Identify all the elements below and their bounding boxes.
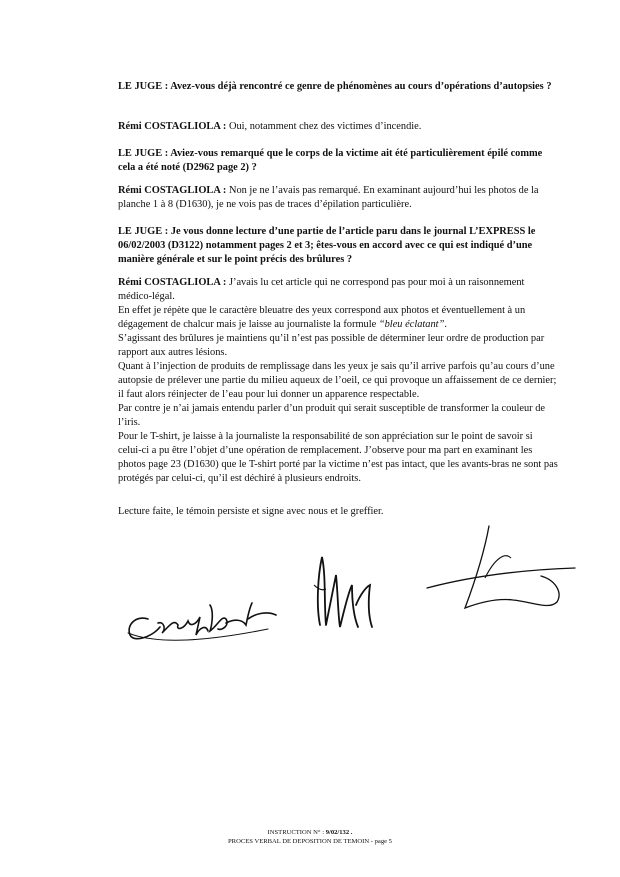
witness-signature	[118, 585, 298, 645]
answer-text: Oui, notamment chez des victimes d’incendie.	[226, 121, 422, 132]
answer-paragraph: Quant à l’injection de produits de remplissage dans les yeux je sais qu’il arrive parfois qu’au cours d’une autopsie de prélever une partie du milieu aqueux de l’oeil, ce qui provoque un affaissement de ce dernier; il faut alors réinjecter de l’eau pour lui donner un apparence respectable.	[118, 361, 557, 400]
speaker-label: Rémi COSTAGLIOLA :	[118, 121, 227, 132]
question-text: Aviez-vous remarqué que le corps de la victime ait été particulièrement épilé comme cela a été noté (D2962 page 2) ?	[118, 148, 543, 173]
answer-block	[118, 184, 558, 212]
answer-paragraph	[118, 276, 558, 304]
answer-text: En effet je répète que le caractère bleuatre des yeux correspond aux photos et éventuellement à un dégagement de chalcur mais je laisse au journaliste la formule	[118, 305, 526, 330]
answer-text: Non je ne l’avais pas remarqué. En examinant aujourd’hui les photos de la planche 1 à 8 (D1630), je ne vois pas de traces d’épilation particulière.	[118, 185, 539, 210]
speaker-label: LE JUGE :	[118, 148, 169, 159]
speaker-label: Rémi COSTAGLIOLA :	[118, 277, 227, 288]
instruction-number	[0, 828, 620, 837]
question-block	[118, 80, 558, 94]
closing-statement: Lecture faite, le témoin persiste et signe avec nous et le greffier.	[118, 506, 384, 517]
footer-label: INSTRUCTION N° :	[267, 829, 326, 836]
question-block	[118, 147, 558, 175]
speaker-label: Rémi COSTAGLIOLA :	[118, 185, 227, 196]
footer-number: 9/02/132 .	[325, 829, 353, 836]
speaker-label: LE JUGE :	[118, 81, 169, 92]
long-answer-block	[118, 276, 558, 486]
footer-title: PROCES VERBAL DE DEPOSITION DE TEMOIN - page 5	[228, 838, 392, 845]
judge-signature	[300, 545, 380, 635]
speaker-label: LE JUGE :	[118, 226, 169, 237]
answer-block	[118, 120, 558, 134]
answer-text: .	[444, 319, 447, 330]
question-text: Avez-vous déjà rencontré ce genre de phénomènes au cours d’opérations d’autopsies ?	[168, 81, 552, 92]
answer-paragraph: Par contre je n’ai jamais entendu parler d’un produit qui serait susceptible de transformer la couleur de l’iris.	[118, 403, 546, 428]
quoted-phrase: “bleu éclatant”	[378, 319, 445, 330]
answer-text: J’avais lu cet article qui ne correspond pas pour moi à un raisonnement médico-légal.	[118, 277, 525, 302]
answer-paragraph: Pour le T-shirt, je laisse à la journaliste la responsabilité de son appréciation sur le point de savoir si celui-ci a pu être l’objet d’une opération de remplacement. J’observe pour ma part en examinant les photos page 23 (D1630) que le T-shirt porté par la victime n’est pas intact, que les avants-bras ne sont pas protégés par celui-ci, qu’il est déchiré à plusieurs endroits.	[118, 431, 558, 484]
question-text: Je vous donne lecture d’une partie de l’article paru dans le journal L’EXPRESS le 06/02/2003 (D3122) notamment pages 2 et 3; êtes-vous en accord avec ce qui est indiqué d’une manière générale et sur le point précis des brûlures ?	[118, 226, 536, 265]
clerk-signature	[425, 518, 585, 618]
page-footer	[0, 828, 620, 846]
answer-paragraph	[118, 304, 558, 332]
question-block	[118, 225, 558, 267]
answer-paragraph: S’agissant des brûlures je maintiens qu’il n’est pas possible de déterminer leur ordre de production par rapport aux autres lésions.	[118, 333, 545, 358]
